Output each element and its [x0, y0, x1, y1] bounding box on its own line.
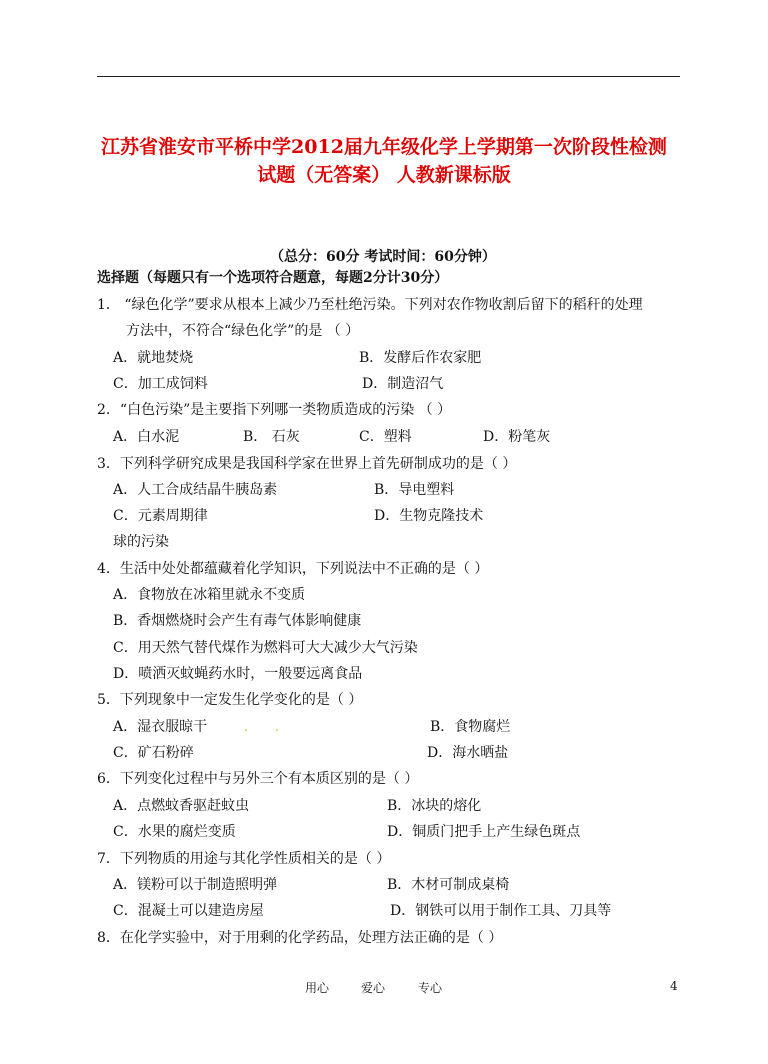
- question-3-option-a: A．人工合成结晶牛胰岛素: [113, 482, 278, 498]
- question-5-stem: 5．下列现象中一定发生化学变化的是（ ）: [97, 692, 363, 708]
- question-1-option-a: A．就地焚烧: [113, 350, 194, 366]
- question-5-option-a: A．湿衣服晾干: [113, 719, 208, 735]
- question-3-stray-text: 球的污染: [113, 534, 169, 550]
- question-3-option-c: C．元素周期律: [113, 508, 208, 524]
- stray-dot-mark: .: [275, 720, 279, 734]
- document-title-line-2: 试题（无答案） 人教新课标版: [257, 164, 511, 186]
- question-4-option-d: D．喷洒灭蚊蝇药水时，一般要远离食品: [113, 666, 363, 682]
- question-1-stem: 1． “绿色化学”要求从根本上减少乃至杜绝污染。下列对农作物收割后留下的稻秆的处理: [97, 297, 643, 313]
- footer-item-3: 专心: [418, 981, 443, 995]
- question-7-option-c: C．混凝土可以建造房屋: [113, 903, 264, 919]
- question-4-option-b: B．香烟燃烧时会产生有毒气体影响健康: [113, 613, 362, 629]
- question-4-option-a: A．食物放在冰箱里就永不变质: [113, 587, 306, 603]
- question-6-option-c: C．水果的腐烂变质: [113, 824, 236, 840]
- question-6-option-a: A．点燃蚊香驱赶蚊虫: [113, 798, 250, 814]
- question-5-option-c: C．矿石粉碎: [113, 745, 194, 761]
- question-2-option-b: B． 石灰: [243, 429, 300, 445]
- question-1-stem-cont: 方法中，不符合“绿色化学”的是 （ ）: [126, 323, 360, 339]
- document-title-line-1: 江苏省淮安市平桥中学2012届九年级化学上学期第一次阶段性检测: [101, 136, 667, 158]
- footer-item-2: 爱心: [361, 981, 386, 995]
- exam-info: （总分：60分 考试时间：60分钟）: [270, 249, 496, 265]
- question-5-option-d: D．海水晒盐: [427, 745, 509, 761]
- question-3-option-d: D．生物克隆技术: [374, 508, 484, 524]
- question-7-option-b: B．木材可制成桌椅: [387, 877, 510, 893]
- question-6-stem: 6．下列变化过程中与另外三个有本质区别的是（ ）: [97, 771, 419, 787]
- header-rule: [97, 76, 680, 77]
- question-7-option-a: A．镁粉可以于制造照明弹: [113, 877, 278, 893]
- footer-item-1: 用心: [305, 981, 330, 995]
- question-2-option-d: D．粉笔灰: [483, 429, 551, 445]
- question-6-option-d: D．铜质门把手上产生绿色斑点: [387, 824, 581, 840]
- question-6-option-b: B．冰块的熔化: [387, 798, 482, 814]
- question-3-stem: 3．下列科学研究成果是我国科学家在世界上首先研制成功的是（ ）: [97, 456, 517, 472]
- question-1-option-d: D．制造沼气: [362, 376, 444, 392]
- question-2-option-c: C．塑料: [359, 429, 412, 445]
- question-2-stem: 2．“白色污染”是主要指下列哪一类物质造成的污染 （ ）: [97, 402, 452, 418]
- question-4-stem: 4．生活中处处都蕴藏着化学知识，下列说法中不正确的是（ ）: [97, 561, 489, 577]
- question-8-stem: 8．在化学实验中，对于用剩的化学药品，处理方法正确的是（ ）: [97, 930, 503, 946]
- question-1-option-b: B．发酵后作农家肥: [359, 350, 482, 366]
- question-3-option-b: B．导电塑料: [374, 482, 455, 498]
- question-5-option-b: B．食物腐烂: [430, 719, 511, 735]
- section-heading: 选择题（每题只有一个选项符合题意，每题2分计30分）: [97, 270, 449, 286]
- question-7-stem: 7．下列物质的用途与其化学性质相关的是（ ）: [97, 851, 391, 867]
- question-4-option-c: C．用天然气替代煤作为燃料可大大减少大气污染: [113, 640, 418, 656]
- question-1-option-c: C．加工成饲料: [113, 376, 208, 392]
- question-2-option-a: A．白水泥: [113, 429, 180, 445]
- stray-dot-mark: .: [244, 720, 248, 734]
- page-number: 4: [670, 979, 678, 993]
- question-7-option-d: D．钢铁可以用于制作工具、刀具等: [390, 903, 612, 919]
